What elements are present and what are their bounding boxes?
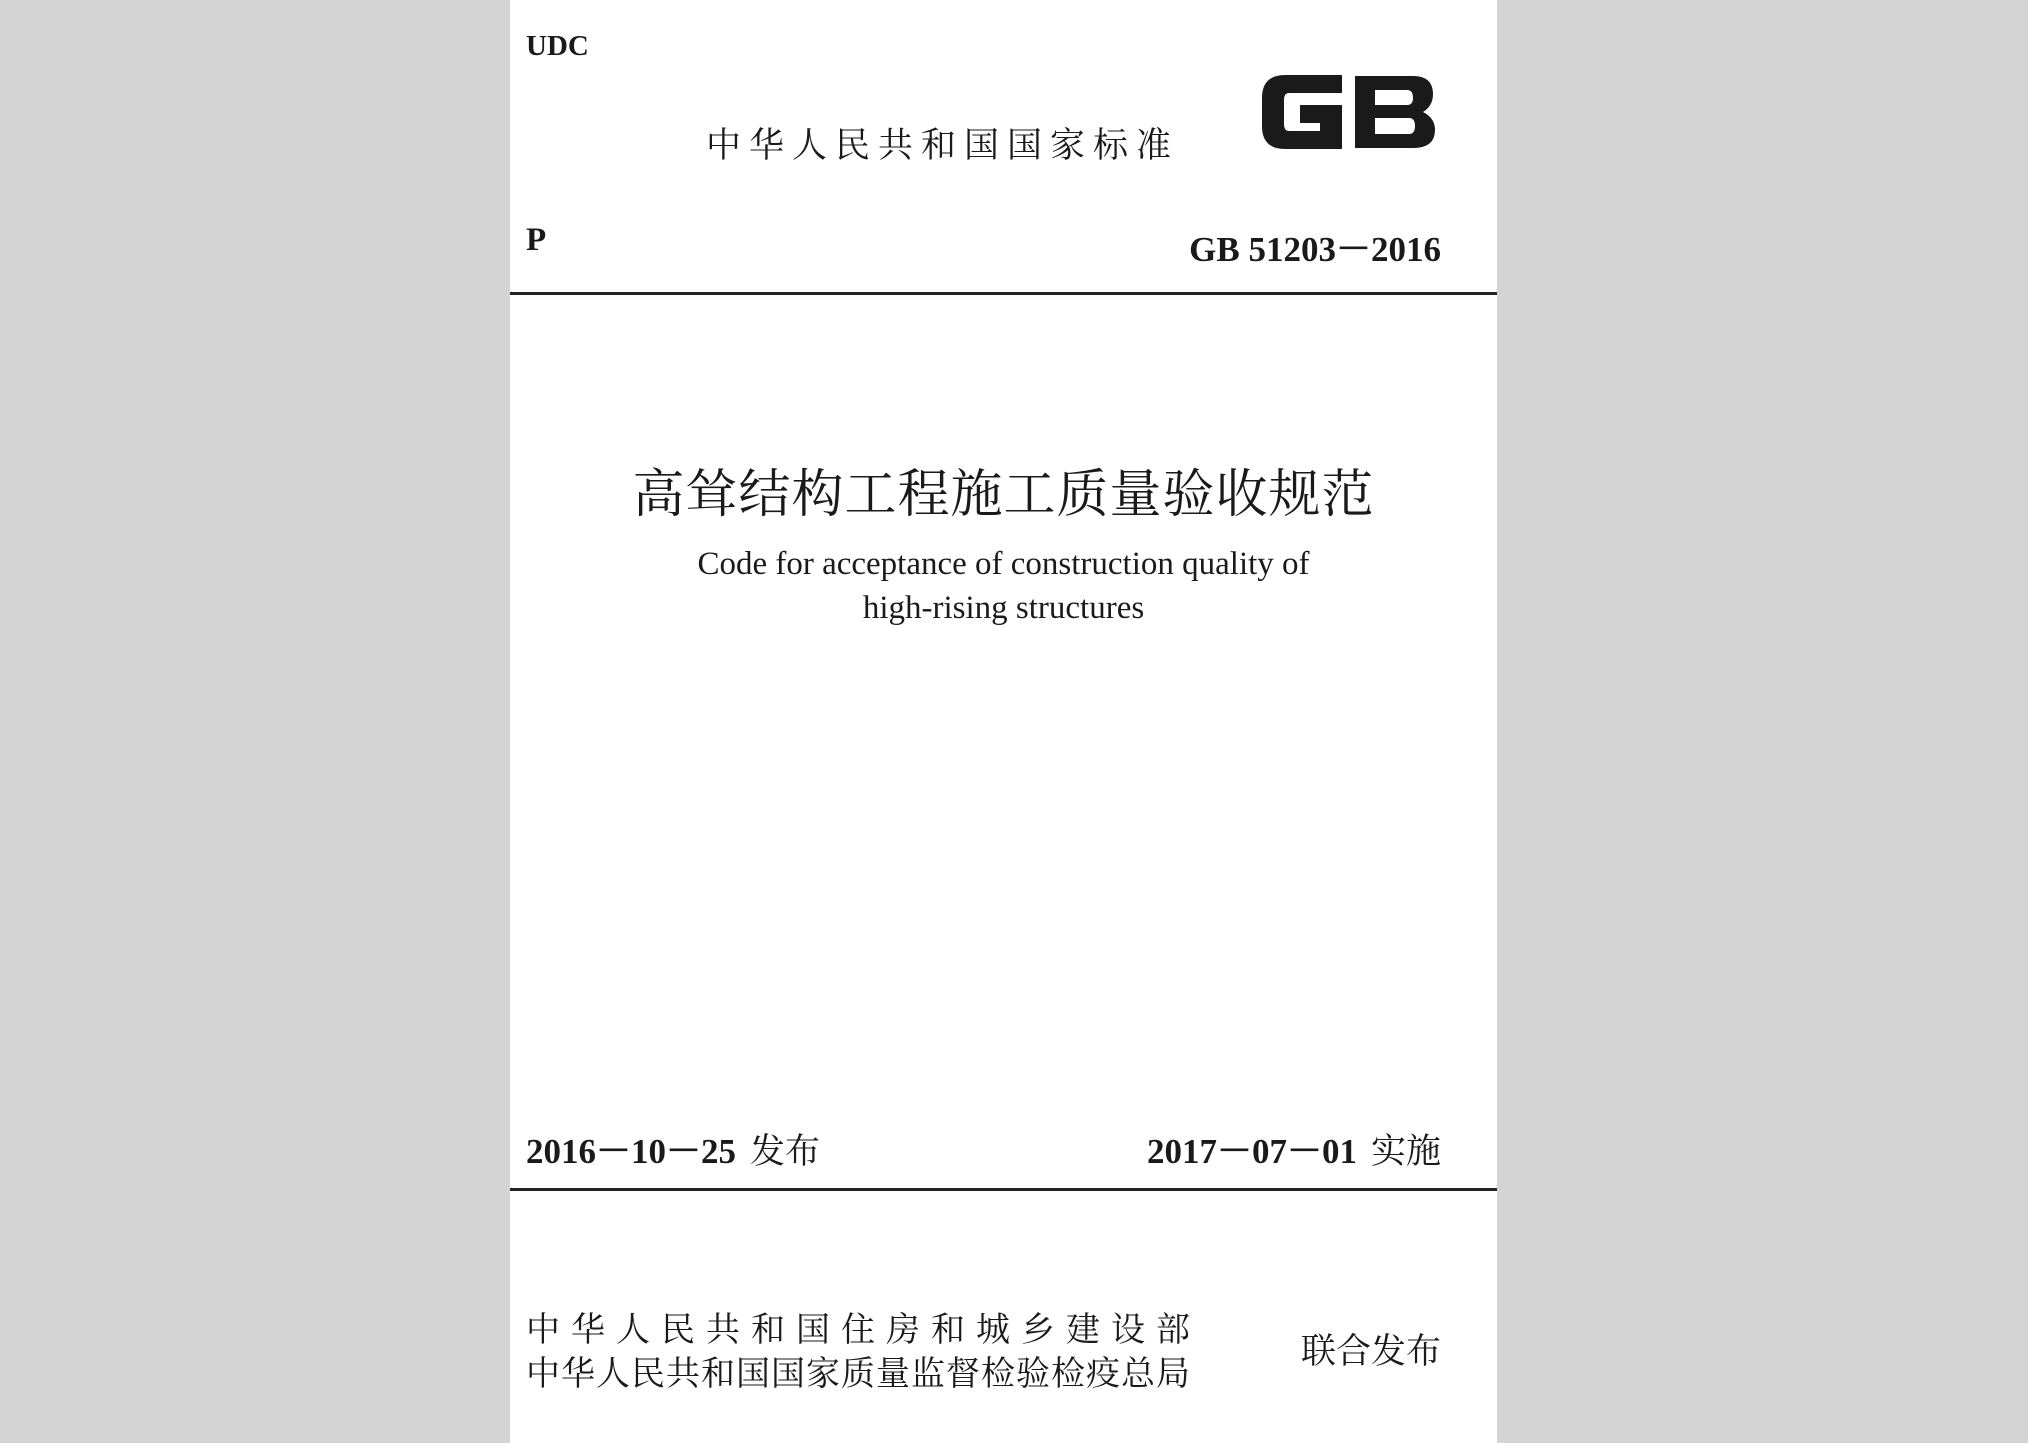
footer-divider xyxy=(510,1188,1497,1191)
implementation-date: 2017－07－01 xyxy=(1146,1132,1357,1171)
publisher-aqsiq: 中华人民共和国国家质量监督检验检疫总局 xyxy=(526,1354,1191,1394)
header-divider xyxy=(510,292,1497,295)
issue-label: 发布 xyxy=(750,1132,821,1172)
classification-code: P xyxy=(526,222,547,258)
udc-label: UDC xyxy=(526,30,589,62)
issue-date: 2016－10－25 xyxy=(526,1132,737,1171)
document-page xyxy=(510,0,1497,1443)
national-standard-heading: 中华人民共和国国家标准 xyxy=(706,126,1180,166)
implementation-date-block xyxy=(1147,1124,1441,1174)
title-english xyxy=(510,542,1497,630)
implementation-label: 实施 xyxy=(1370,1132,1441,1172)
gb-logo xyxy=(1255,62,1443,162)
issue-date-block xyxy=(526,1124,820,1174)
title-english-line-1: Code for acceptance of construction quality of xyxy=(697,546,1310,582)
title-english-line-2: high-rising structures xyxy=(862,590,1145,626)
joint-publish-label: 联合发布 xyxy=(1300,1332,1441,1372)
title-chinese: 高耸结构工程施工质量验收规范 xyxy=(632,465,1375,525)
standard-number: GB 51203－2016 xyxy=(1189,230,1441,269)
publisher-ministry-housing: 中华人民共和国住房和城乡建设部 xyxy=(526,1310,1201,1350)
